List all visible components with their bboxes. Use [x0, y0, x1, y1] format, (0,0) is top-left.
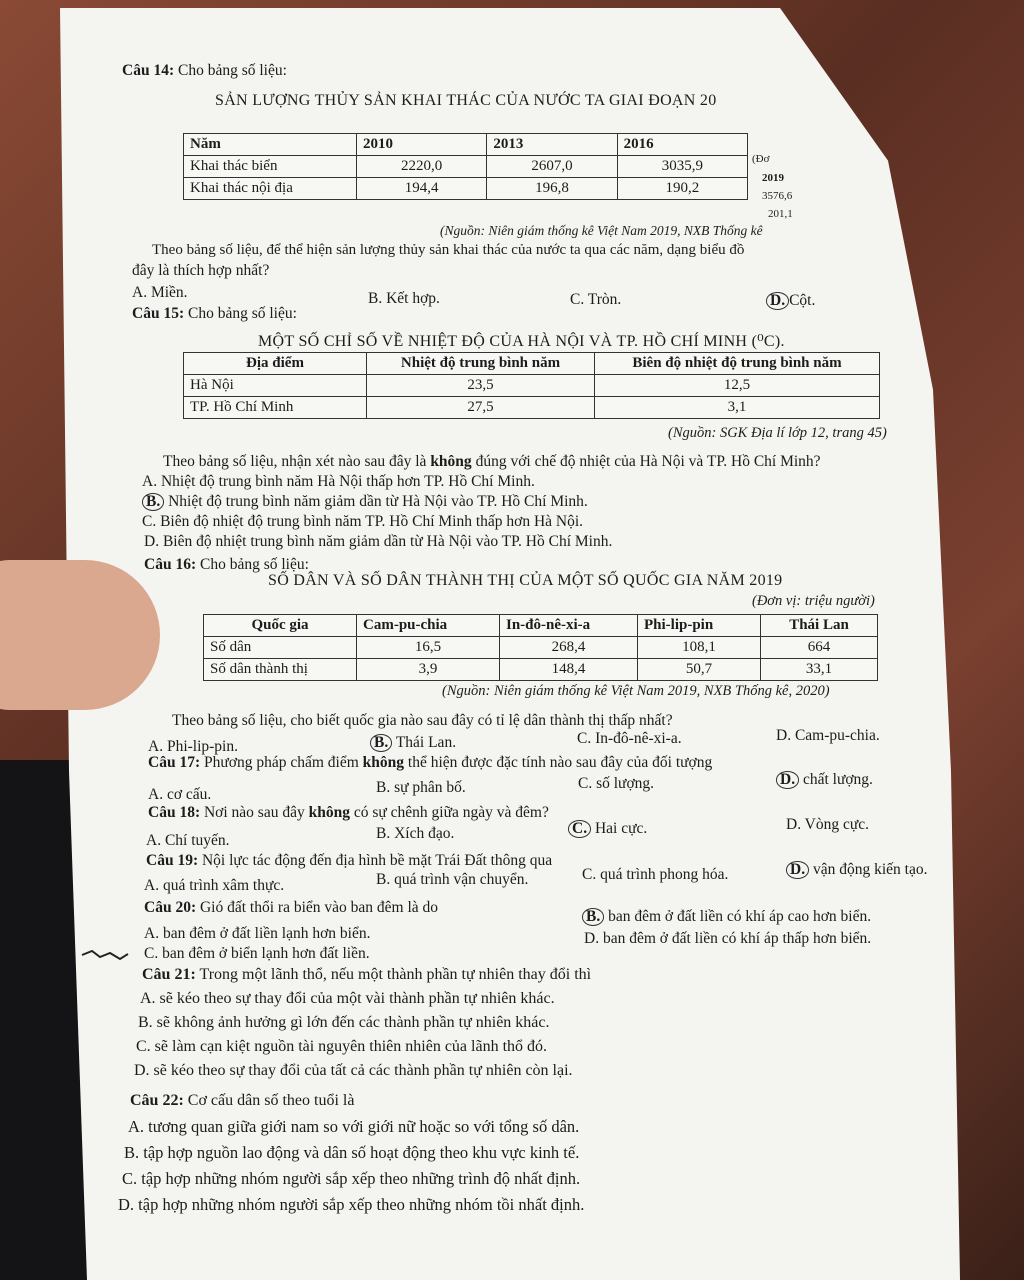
- q14-question-line2: đây là thích hợp nhất?: [132, 262, 270, 279]
- table-header-cell: Thái Lan: [761, 615, 878, 637]
- q15-header: Câu 15:: [132, 305, 185, 322]
- q16-option-a: A. Phi-lip-pin.: [148, 738, 238, 755]
- q20-text: Gió đất thổi ra biển vào ban đêm là do: [196, 899, 439, 916]
- table-cell: TP. Hồ Chí Minh: [184, 397, 367, 419]
- table-cell: Số dân thành thị: [204, 659, 357, 681]
- answer-circle: B.: [370, 734, 392, 752]
- q19-option-d-text: vận động kiến tạo.: [809, 861, 928, 878]
- table-cell: 268,4: [500, 637, 638, 659]
- table-header-cell: 2016: [617, 134, 747, 156]
- table-cell: Khai thác nội địa: [184, 178, 357, 200]
- table-cell: 3,1: [595, 397, 880, 419]
- table-row: [204, 637, 878, 659]
- table-cell: Hà Nội: [184, 375, 367, 397]
- q22-option-d: D. tập hợp những nhóm người sắp xếp theo những nhóm tồi nhất định.: [118, 1195, 585, 1214]
- q21-question: [142, 966, 591, 984]
- q15-source: (Nguồn: SGK Địa lí lớp 12, trang 45): [668, 425, 887, 441]
- table-cell: Số dân: [204, 637, 357, 659]
- q18-pre: Nơi nào sau đây: [200, 804, 309, 821]
- q15-option-a: A. Nhiệt độ trung bình năm Hà Nội thấp hơn TP. Hồ Chí Minh.: [142, 473, 535, 490]
- table-cell: 3,9: [357, 659, 500, 681]
- q18-option-d: D. Vòng cực.: [786, 816, 870, 833]
- q15-option-b: [142, 493, 588, 511]
- q21-option-a: A. sẽ kéo theo sự thay đổi của một vài thành phần tự nhiên khác.: [140, 990, 555, 1007]
- q16-table: [203, 614, 878, 681]
- q19-question: [146, 852, 552, 870]
- q15-option-c: C. Biên độ nhiệt độ trung bình năm TP. Hồ Chí Minh thấp hơn Hà Nội.: [142, 513, 584, 530]
- table-row: [184, 156, 748, 178]
- q17-option-d-text: chất lượng.: [799, 771, 873, 788]
- answer-circle: B.: [142, 493, 164, 511]
- table-cell: 196,8: [487, 178, 617, 200]
- answer-circle: C.: [568, 820, 591, 838]
- table-cell: 2607,0: [487, 156, 617, 178]
- q17-emphasis: không: [362, 754, 405, 771]
- table-header-cell: Phi-lip-pin: [638, 615, 761, 637]
- table-header-cell: 2013: [487, 134, 617, 156]
- q16-source: (Nguồn: Niên giám thống kê Việt Nam 2019, NXB Thống kê, 2020): [442, 683, 830, 699]
- q18-option-c: [568, 820, 647, 838]
- table-cell: 33,1: [761, 659, 878, 681]
- q18-option-a: A. Chí tuyến.: [146, 832, 230, 849]
- q16-option-b: [370, 734, 456, 752]
- q14-header: Câu 14:: [122, 62, 175, 79]
- q17-question: [148, 754, 712, 772]
- q16-option-d: D. Cam-pu-chia.: [776, 727, 880, 744]
- q18-option-c-text: Hai cực.: [591, 820, 648, 837]
- q21-option-d: D. sẽ kéo theo sự thay đổi của tất cả các thành phần tự nhiên còn lại.: [134, 1062, 573, 1079]
- table-cell: 664: [761, 637, 878, 659]
- q19-option-c: C. quá trình phong hóa.: [582, 866, 729, 883]
- table-cell: 2220,0: [357, 156, 487, 178]
- q22-option-b: B. tập hợp nguồn lao động và dân số hoạt động theo khu vực kinh tế.: [124, 1143, 580, 1162]
- q16-header: Câu 16:: [144, 556, 197, 573]
- table-cell: 12,5: [595, 375, 880, 397]
- q15-table: [183, 352, 880, 419]
- table-header-cell: Nhiệt độ trung bình năm: [367, 353, 595, 375]
- q20-header: Câu 20:: [144, 899, 197, 916]
- table-cell: 108,1: [638, 637, 761, 659]
- answer-circle: B.: [582, 908, 604, 926]
- q18-header: Câu 18:: [148, 804, 201, 821]
- q16-intro: Cho bảng số liệu:: [196, 556, 309, 573]
- q18-question: [148, 804, 549, 822]
- q16-option-c: C. In-đô-nê-xi-a.: [577, 730, 682, 747]
- q21-text: Trong một lãnh thổ, nếu một thành phần tự nhiên thay đổi thì: [195, 966, 592, 983]
- q22-option-c: C. tập hợp những nhóm người sắp xếp theo những trình độ nhất định.: [122, 1169, 581, 1188]
- q17-header: Câu 17:: [148, 754, 201, 771]
- table-cell: 3035,9: [617, 156, 747, 178]
- q20-option-c: C. ban đêm ở biển lạnh hơn đất liền.: [144, 945, 370, 962]
- table-row: [204, 615, 878, 637]
- q17-pre: Phương pháp chấm điểm: [200, 754, 363, 771]
- q16-question: Theo bảng số liệu, cho biết quốc gia nào sau đây có tỉ lệ dân thành thị thấp nhất?: [172, 712, 673, 729]
- q14-source: (Nguồn: Niên giám thống kê Việt Nam 2019, NXB Thống kê: [440, 223, 763, 238]
- hand-holding-paper: [0, 560, 160, 710]
- q16-unit: (Đơn vị: triệu người): [752, 593, 875, 609]
- q22-text: Cơ cấu dân số theo tuổi là: [183, 1092, 355, 1109]
- q15-option-b-text: Nhiệt độ trung bình năm giảm dần từ Hà Nội vào TP. Hồ Chí Minh.: [164, 493, 588, 510]
- q21-header: Câu 21:: [142, 966, 196, 983]
- q18-post: có sự chênh giữa ngày và đêm?: [349, 804, 549, 821]
- table-cell: 23,5: [367, 375, 595, 397]
- q17-option-b: B. sự phân bố.: [376, 779, 466, 796]
- q14-table: [183, 133, 748, 200]
- q22-question: [130, 1092, 354, 1110]
- q21-option-b: B. sẽ không ảnh hưởng gì lớn đến các thành phần tự nhiên khác.: [138, 1014, 550, 1031]
- table-cell: 16,5: [357, 637, 500, 659]
- q15-question-pre: Theo bảng số liệu, nhận xét nào sau đây là: [163, 453, 431, 470]
- q19-header: Câu 19:: [146, 852, 199, 869]
- table-header-cell: Quốc gia: [204, 615, 357, 637]
- q15-intro: Cho bảng số liệu:: [184, 305, 297, 322]
- q17-post: thể hiện được đặc tính nào sau đây của đối tượng: [404, 754, 713, 771]
- q22-header: Câu 22:: [130, 1092, 184, 1109]
- table-row: [184, 178, 748, 200]
- q14-option-c: C. Tròn.: [570, 291, 622, 308]
- table-header-cell: Cam-pu-chia: [357, 615, 500, 637]
- q17-option-c: C. số lượng.: [578, 775, 655, 792]
- q14-title: SẢN LƯỢNG THỦY SẢN KHAI THÁC CỦA NƯỚC TA GIAI ĐOẠN 20: [215, 92, 717, 109]
- answer-circle: D.: [776, 771, 799, 789]
- q16-title: SỐ DÂN VÀ SỐ DÂN THÀNH THỊ CỦA MỘT SỐ QUỐC GIA NĂM 2019: [268, 572, 783, 589]
- table-cell: 148,4: [500, 659, 638, 681]
- table-row: [184, 134, 748, 156]
- table-row: [184, 375, 880, 397]
- q20-option-b: [582, 908, 871, 926]
- q20-option-a: A. ban đêm ở đất liền lạnh hơn biển.: [144, 925, 371, 942]
- q14-prompt: [122, 62, 287, 80]
- table-row: [184, 397, 880, 419]
- q14-option-d-text: Cột.: [789, 292, 816, 309]
- q19-option-d: [786, 861, 927, 879]
- table-header-cell: Địa điểm: [184, 353, 367, 375]
- table-cell: 27,5: [367, 397, 595, 419]
- q14-edge-value-1: 3576,6: [762, 190, 793, 202]
- q19-text: Nội lực tác động đến địa hình bề mặt Trái Đất thông qua: [198, 852, 553, 869]
- q15-title: MỘT SỐ CHỈ SỐ VỀ NHIỆT ĐỘ CỦA HÀ NỘI VÀ TP. HỒ CHÍ MINH (⁰C).: [258, 333, 785, 350]
- q18-emphasis: không: [308, 804, 350, 821]
- q14-option-b: B. Kết hợp.: [368, 290, 440, 307]
- q19-option-a: A. quá trình xâm thực.: [144, 877, 285, 894]
- table-row: [204, 659, 878, 681]
- q20-question: [144, 899, 438, 917]
- q15-option-d: D. Biên độ nhiệt trung bình năm giảm dần từ Hà Nội vào TP. Hồ Chí Minh.: [144, 533, 613, 550]
- q14-edge-unit: (Đơ: [752, 153, 770, 165]
- q20-option-b-text: ban đêm ở đất liền có khí áp cao hơn biển.: [604, 908, 872, 925]
- q14-edge-value-2: 201,1: [768, 208, 793, 220]
- q15-prompt: [132, 305, 297, 323]
- q16-option-b-text: Thái Lan.: [392, 734, 457, 751]
- answer-circle: D.: [766, 292, 789, 310]
- table-header-cell: In-đô-nê-xi-a: [500, 615, 638, 637]
- table-cell: 50,7: [638, 659, 761, 681]
- q21-option-c: C. sẽ làm cạn kiệt nguồn tài nguyên thiên nhiên của lãnh thổ đó.: [136, 1038, 548, 1055]
- q14-option-a: A. Miền.: [132, 284, 188, 301]
- q17-option-a: A. cơ cấu.: [148, 786, 212, 803]
- q15-question-post: đúng với chế độ nhiệt của Hà Nội và TP. Hồ Chí Minh?: [471, 453, 821, 470]
- table-cell: 190,2: [617, 178, 747, 200]
- table-row: [184, 353, 880, 375]
- table-header-cell: 2010: [357, 134, 487, 156]
- q14-question-line1: Theo bảng số liệu, để thể hiện sản lượng thủy sản khai thác của nước ta qua các năm, dạng biểu đồ: [152, 242, 745, 258]
- q15-question: [163, 453, 821, 471]
- q14-option-d: [766, 292, 815, 310]
- q14-intro: Cho bảng số liệu:: [174, 62, 287, 79]
- q22-option-a: A. tương quan giữa giới nam so với giới nữ hoặc so với tổng số dân.: [128, 1117, 580, 1136]
- table-cell: Khai thác biển: [184, 156, 357, 178]
- q15-question-emphasis: không: [430, 453, 472, 470]
- table-header-cell: Năm: [184, 134, 357, 156]
- q14-edge-year: 2019: [762, 172, 784, 184]
- q18-option-b: B. Xích đạo.: [376, 825, 455, 842]
- answer-circle: D.: [786, 861, 809, 879]
- q17-option-d: [776, 771, 873, 789]
- q19-option-b: B. quá trình vận chuyển.: [376, 871, 529, 888]
- q20-option-d: D. ban đêm ở đất liền có khí áp thấp hơn biển.: [584, 930, 872, 947]
- table-cell: 194,4: [357, 178, 487, 200]
- ink-scribble-mark: [80, 945, 130, 965]
- table-header-cell: Biên độ nhiệt độ trung bình năm: [595, 353, 880, 375]
